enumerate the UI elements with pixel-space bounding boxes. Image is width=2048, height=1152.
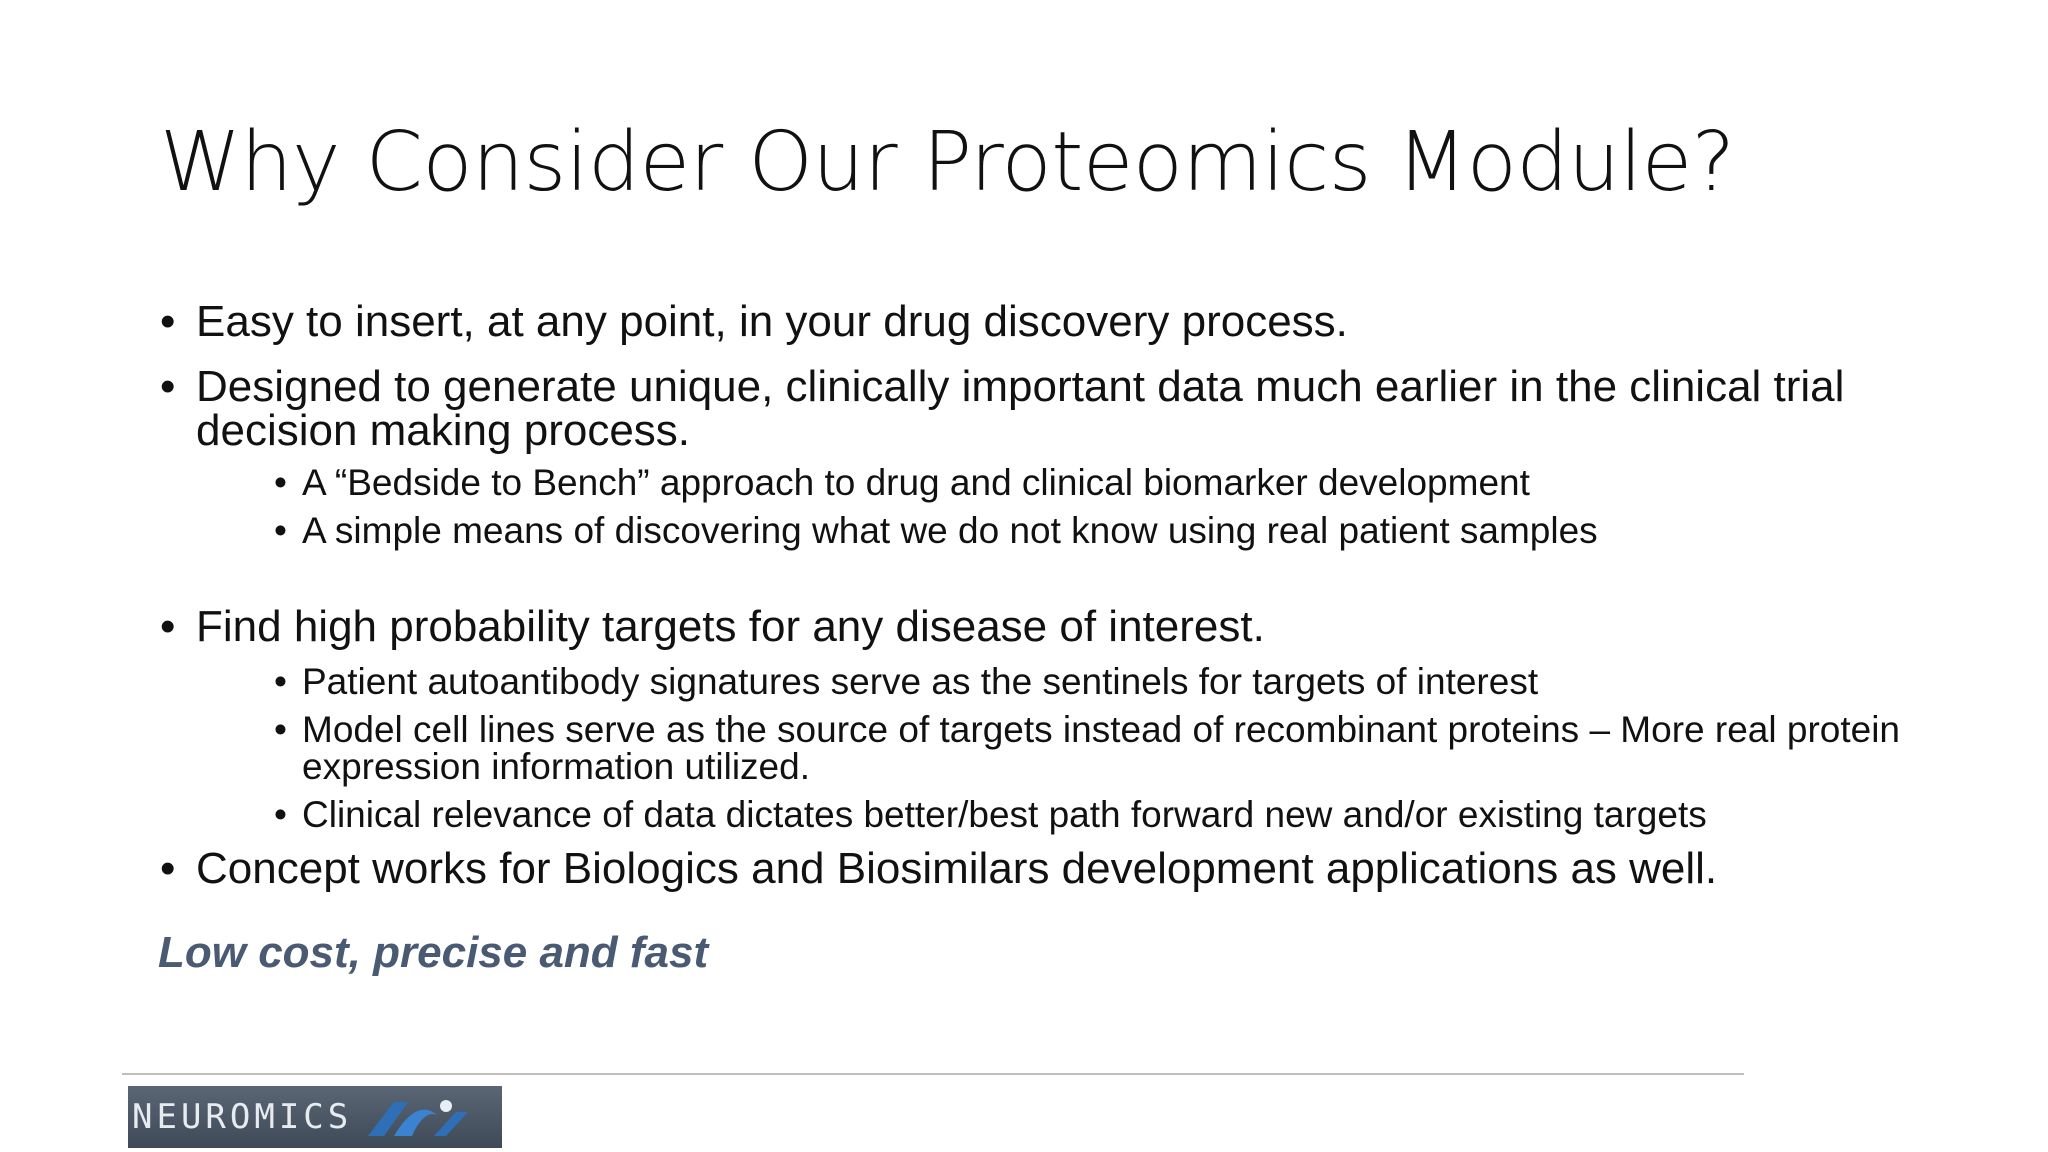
bullet-item: • Designed to generate unique, clinically important data much earlier in the clinical trial decision making process. [160, 365, 1900, 453]
slide-title: Why Consider Our Proteomics Module? [160, 115, 1735, 210]
sub-bullet-item: • A “Bedside to Bench” approach to drug and clinical biomarker development [274, 464, 1900, 501]
sub-bullet-item: • Model cell lines serve as the source of targets instead of recombinant proteins – More real protein expression information utilized. [274, 711, 1900, 785]
tagline: Low cost, precise and fast [158, 928, 709, 977]
bullet-item: • Easy to insert, at any point, in your drug discovery process. [160, 300, 1900, 344]
sub-bullet-item: • A simple means of discovering what we do not know using real patient samples [274, 512, 1900, 549]
bullet-list [160, 297, 1900, 903]
neuromics-swoosh-icon [364, 1092, 474, 1142]
neuromics-logo [128, 1086, 502, 1148]
bullet-item: • Concept works for Biologics and Biosimilars development applications as well. [160, 847, 1900, 891]
logo-text: NEUROMICS [132, 1097, 353, 1137]
bullet-item: • Find high probability targets for any disease of interest. [160, 605, 1900, 649]
sub-bullet-item: • Patient autoantibody signatures serve as the sentinels for targets of interest [274, 663, 1900, 700]
sub-bullet-item: • Clinical relevance of data dictates better/best path forward new and/or existing targets [274, 796, 1900, 833]
footer-divider [122, 1073, 1744, 1075]
